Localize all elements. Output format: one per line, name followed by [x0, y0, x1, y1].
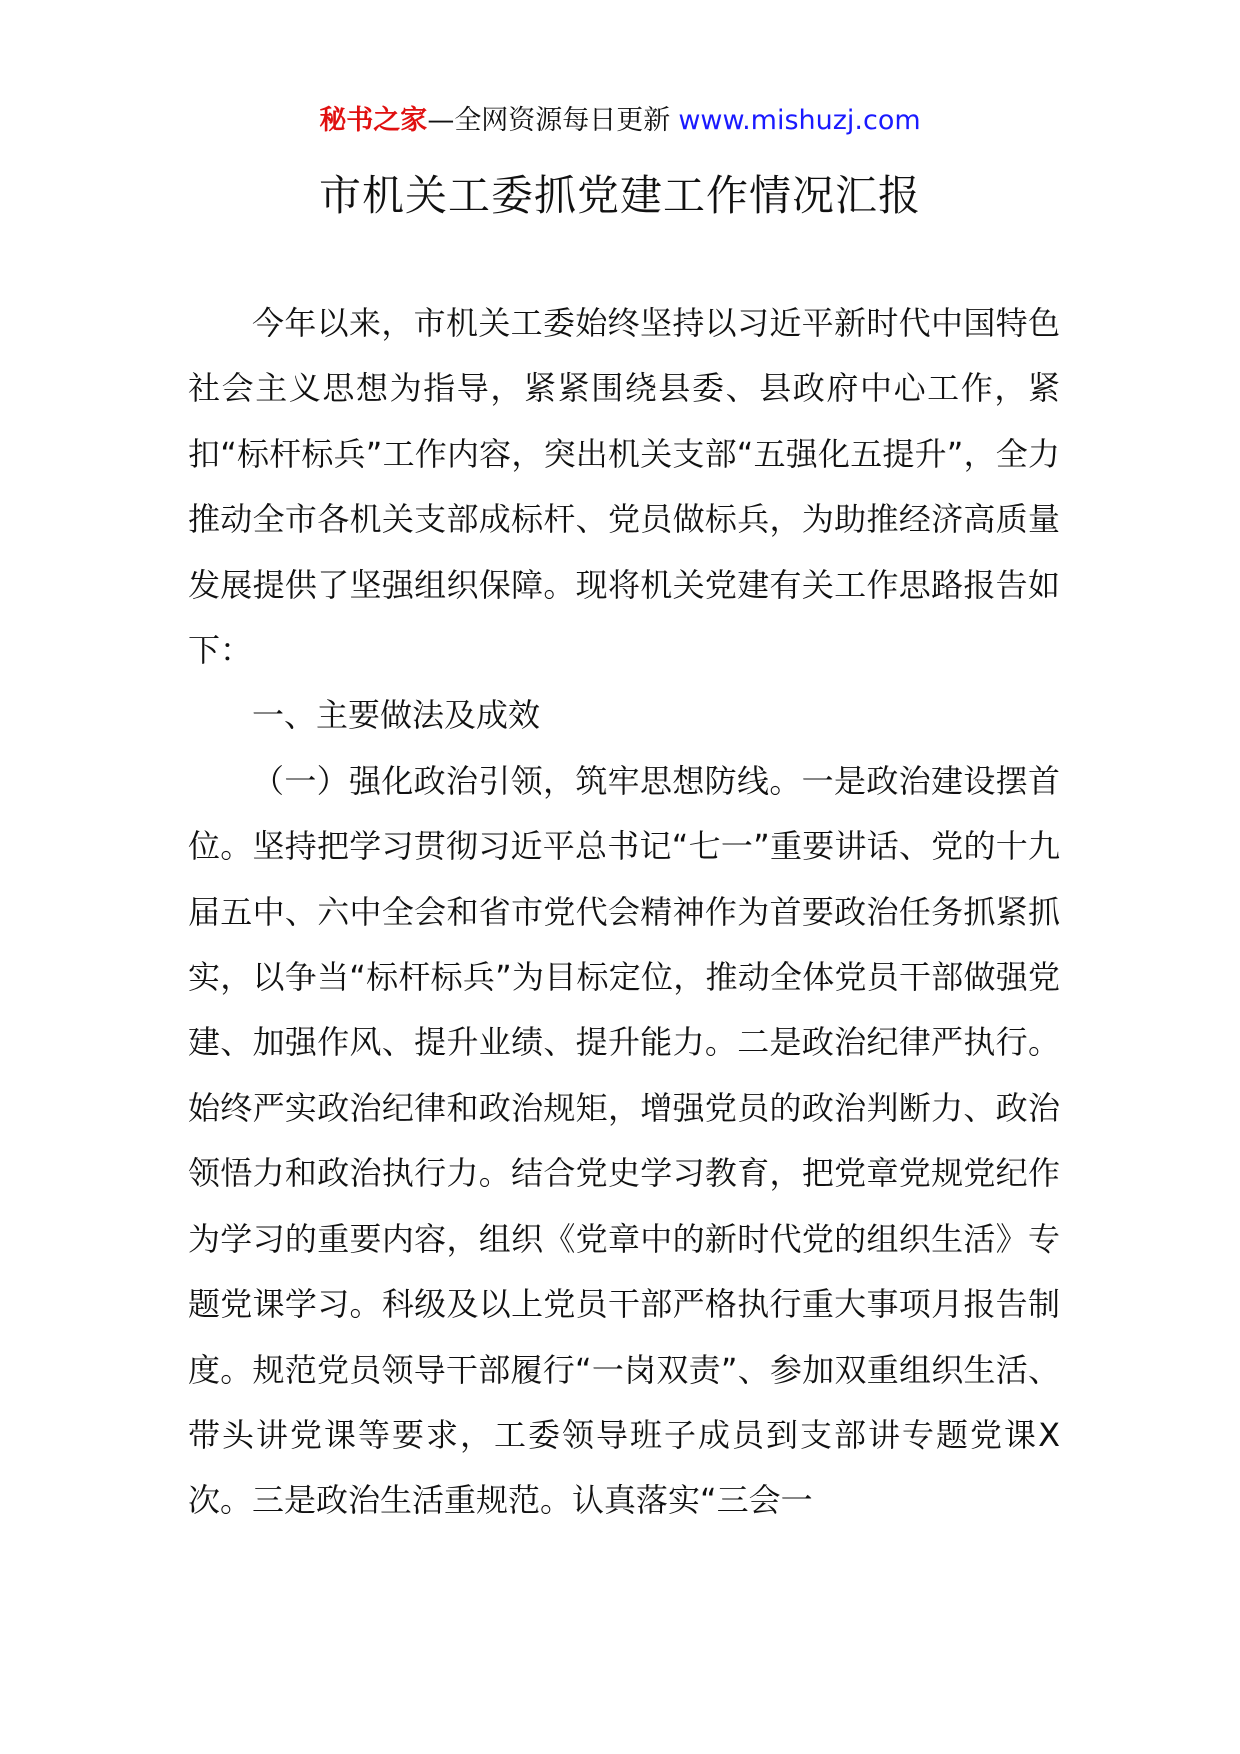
subsection-paragraph: （一）强化政治引领，筑牢思想防线。一是政治建设摆首位。坚持把学习贯彻习近平总书记“七一”重要讲话、党的十九届五中、六中全会和省市党代会精神作为首要政治任务抓紧抓实，以争当“标杆标兵”为目标定位，推动全体党员干部做强党建、加强作风、提升业绩、提升能力。二是政治纪律严执行。始终严实政治纪律和政治规矩，增强党员的政治判断力、政治领悟力和政治执行力。结合党史学习教育，把党章党规党纪作为学习的重要内容，组织《党章中的新时代党的组织生活》专题党课学习。科级及以上党员干部严格执行重大事项月报告制度。规范党员领导干部履行“一岗双责”、参加双重组织生活、带头讲党课等要求，工委领导班子成员到支部讲专题党课X次。三是政治生活重规范。认真落实“三会一 — [188, 761, 1060, 1520]
site-tagline: —全网资源每日更新 — [427, 105, 671, 136]
document-body — [188, 291, 1060, 1534]
site-brand: 秘书之家 — [319, 105, 428, 136]
section-heading: 一、主要做法及成效 — [252, 696, 541, 735]
document-title: 市机关工委抓党建工作情况汇报 — [318, 171, 921, 220]
site-header — [0, 101, 1240, 141]
intro-paragraph: 今年以来，市机关工委始终坚持以习近平新时代中国特色社会主义思想为指导，紧紧围绕县委、县政府中心工作，紧扣“标杆标兵”工作内容，突出机关支部“五强化五提升”，全力推动全市各机关支部成标杆、党员做标兵，为助推经济高质量发展提供了坚强组织保障。现将机关党建有关工作思路报告如下： — [188, 304, 1060, 670]
site-url[interactable]: www.mishuzj.com — [678, 105, 921, 136]
